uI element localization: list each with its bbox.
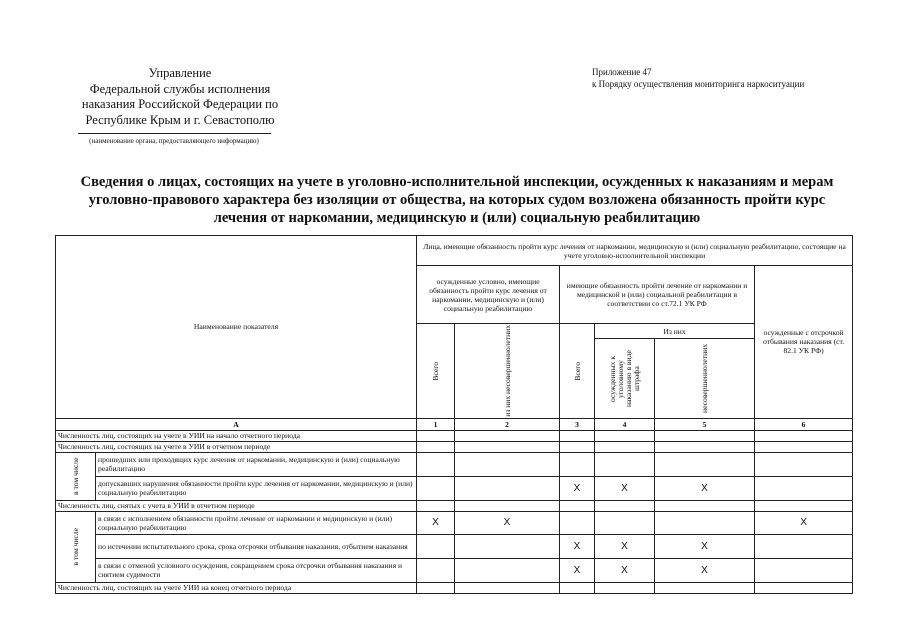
minors-label-2: из них несовершеннолетних — [502, 325, 512, 417]
cell — [560, 500, 595, 511]
row-label: Численность лиц, состоящих на учете УИИ на конец отчетного периода — [56, 582, 417, 593]
deferred-header: осужденные с отсрочкой отбывания наказания (ст. 82.1 УК РФ) — [755, 266, 853, 419]
table-row — [56, 582, 853, 593]
cell — [655, 582, 755, 593]
cell — [595, 441, 655, 452]
cell — [560, 441, 595, 452]
cell — [417, 558, 455, 582]
x-mark: X — [417, 511, 455, 534]
col-num-4: 4 — [595, 418, 655, 430]
conditional-header: осужденные условно, имеющие обязанность пройти курс лечения от наркомании, медицинскую и (или) социальную реабилитацию — [417, 266, 560, 324]
cell — [655, 430, 755, 441]
row-label: прошедших или проходящих курс лечения от наркомании, медицинскую и (или) социальную реабилитацию — [96, 452, 417, 476]
x-mark: X — [655, 476, 755, 500]
col-num-a: A — [56, 418, 417, 430]
cell — [755, 558, 853, 582]
cell — [455, 582, 560, 593]
document-title: Сведения о лицах, состоящих на учете в уголовно-исполнительной инспекции, осужденных к наказаниям и мерам уголовно-правового характера без изоляции от общества, на которых судом возложена обязанность пройти курс лечения от наркомании, медицинскую и (или) социальную реабилитацию — [80, 174, 834, 226]
cell — [417, 500, 455, 511]
x-mark: X — [560, 558, 595, 582]
cell — [417, 452, 455, 476]
cell — [455, 500, 560, 511]
appendix-number: Приложение 47 — [592, 67, 652, 77]
cell — [655, 511, 755, 534]
cell — [417, 476, 455, 500]
table-row — [56, 558, 853, 582]
cell — [595, 582, 655, 593]
col-num-2: 2 — [455, 418, 560, 430]
cell — [455, 441, 560, 452]
table-row — [56, 430, 853, 441]
row-label: Численность лиц, состоящих на учете в УИИ в отчетном периоде — [56, 441, 417, 452]
org-caption: (наименование органа, предоставляющего информацию) — [89, 137, 259, 145]
cell — [595, 511, 655, 534]
cell — [560, 430, 595, 441]
cell — [755, 582, 853, 593]
cell — [595, 500, 655, 511]
org-line: наказания Российской Федерации по — [81, 97, 279, 111]
x-mark: X — [455, 511, 560, 534]
row-label: допускавших нарушения обязанности пройти курс лечения от наркомании, медицинскую и (или) социальную реабилитацию — [96, 476, 417, 500]
x-mark: X — [560, 476, 595, 500]
x-mark: X — [595, 558, 655, 582]
table-row — [56, 534, 853, 558]
cell — [417, 534, 455, 558]
col-num-3: 3 — [560, 418, 595, 430]
incl-cell-2 — [56, 511, 96, 582]
table-row — [56, 452, 853, 476]
col-num-5: 5 — [655, 418, 755, 430]
org-underline — [78, 133, 271, 134]
x-mark: X — [595, 476, 655, 500]
cell — [755, 476, 853, 500]
cell — [755, 441, 853, 452]
cell — [595, 452, 655, 476]
total-label-1: Всего — [431, 361, 441, 381]
cell — [655, 452, 755, 476]
cell — [417, 441, 455, 452]
row-label: Численность лиц, снятых с учета в УИИ в отчетном периоде — [56, 500, 417, 511]
appendix-reference — [592, 67, 804, 90]
fine-header-4 — [595, 339, 655, 418]
table-row — [56, 476, 853, 500]
total-header-1 — [417, 324, 455, 419]
org-line: Федеральной службы исполнения — [89, 81, 271, 96]
cell — [755, 500, 853, 511]
table-row — [56, 500, 853, 511]
total-header-3 — [560, 324, 595, 419]
organization-name — [60, 66, 300, 128]
incl-label-1: в том числе — [71, 457, 80, 495]
minors-label-5: несовершеннолетних — [700, 344, 710, 414]
x-mark: X — [560, 534, 595, 558]
cell — [455, 476, 560, 500]
total-label-3: Всего — [572, 361, 582, 381]
cell — [560, 582, 595, 593]
cell — [560, 511, 595, 534]
org-line: Управление — [148, 66, 212, 80]
group-header: Лица, имеющие обязанность пройти курс лечения от наркомании, медицинскую и (или) социальную реабилитацию, состоящие на учете уголовно-исполнительной инспекции — [417, 236, 853, 266]
col-num-1: 1 — [417, 418, 455, 430]
org-line: Республике Крым и г. Севастополю — [85, 112, 275, 127]
row-label: в связи с отменой условного осуждения, сокращением срока отсрочки отбывания наказания и снятием судимости — [96, 558, 417, 582]
cell — [455, 430, 560, 441]
incl-label-2: в том числе — [71, 527, 80, 566]
x-mark: X — [755, 511, 853, 534]
cell — [655, 500, 755, 511]
fine-label-4: осужденных к уголовному наказанию в виде штрафа — [607, 350, 641, 407]
row-label: в связи с исполнением обязанности пройти лечение от наркомании и медицинскую и (или) социальную реабилитацию — [96, 511, 417, 534]
incl-cell-1 — [56, 452, 96, 500]
cell — [655, 441, 755, 452]
table-row — [56, 441, 853, 452]
x-mark: X — [595, 534, 655, 558]
report-table-main — [55, 235, 853, 594]
row-label: Численность лиц, состоящих на учете в УИИ на начало отчетного периода — [56, 430, 417, 441]
row-label: по истечении испытательного срока, срока отсрочки отбывания наказания, отбытием наказания — [96, 534, 417, 558]
minors-header-2 — [455, 324, 560, 419]
of-them-header: Из них — [595, 324, 755, 339]
cell — [417, 430, 455, 441]
cell — [755, 534, 853, 558]
col-num-6: 6 — [755, 418, 853, 430]
appendix-order: к Порядку осуществления мониторинга наркоситуации — [592, 78, 805, 89]
x-mark: X — [655, 534, 755, 558]
cell — [560, 452, 595, 476]
cell — [455, 534, 560, 558]
art72-header: имеющие обязанность пройти лечение от наркомании и медицинской и (или) социальной реабилитации в соответствии со ст.72.1 УК РФ — [560, 266, 755, 324]
x-mark: X — [655, 558, 755, 582]
cell — [417, 582, 455, 593]
minors-header-5 — [655, 339, 755, 418]
cell — [755, 452, 853, 476]
indicator-header: Наименование показателя — [56, 236, 417, 419]
cell — [595, 430, 655, 441]
cell — [455, 452, 560, 476]
cell — [455, 558, 560, 582]
cell — [755, 430, 853, 441]
table-row — [56, 511, 853, 534]
